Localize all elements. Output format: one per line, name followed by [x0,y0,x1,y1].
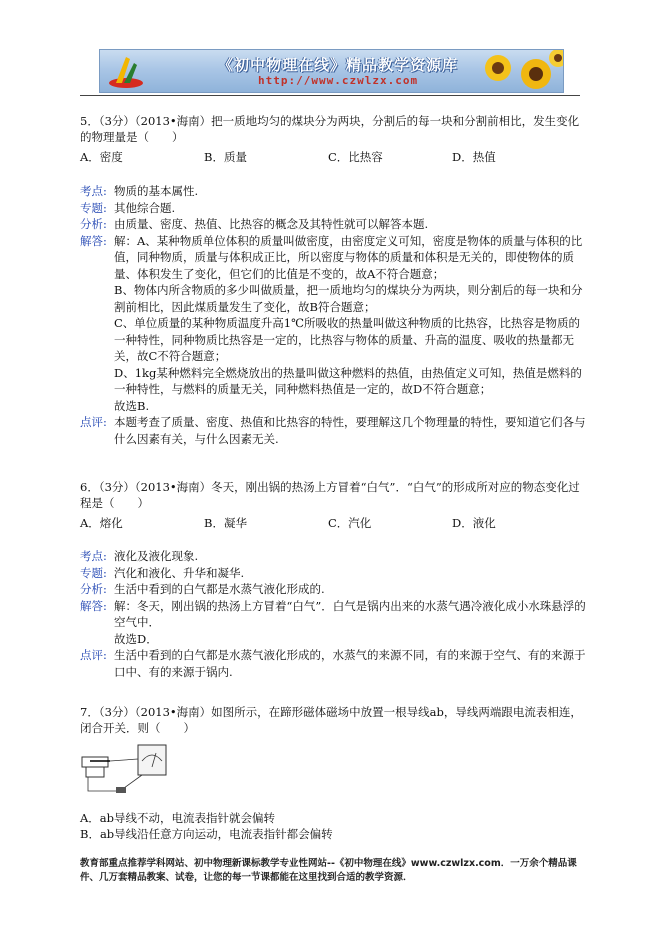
analysis-text: D、1kg某种燃料完全燃烧放出的热量叫做这种燃料的热值，由热值定义可知，热值是燃料的一种特性，与燃料的质量无关，同种燃料热值是一定的，故D不符合题意； [114,365,582,396]
site-logo-icon [106,53,146,89]
analysis-text: C、单位质量的某种物质温度升高1℃所吸收的热量叫做这种物质的比热容，比热容是物质的一种特性，同种物质比热容是一定的，比热容与物体的质量、升高的温度、吸收的热量都无关，故C不符合题意； [114,316,580,363]
analysis-label: 分析: [80,582,107,596]
analysis-row [80,183,590,200]
analysis-text: B、物体内所含物质的多少叫做质量，把一质地均匀的煤块分为两块，则分割后的每一块和分割前相比，因此煤质量发生了变化，故B符合题意； [114,283,583,314]
option-a: A．熔化 [80,516,123,530]
analysis-text: 生活中看到的白气都是水蒸气液化形成的，水蒸气的来源不同，有的来源于空气、有的来源于口中、有的来源于锅内. [114,648,586,679]
analysis-text: 解：A、某种物质单位体积的质量叫做密度，由密度定义可知，密度是物体的质量与体积的比值，同种物质，质量与体积成正比，所以密度与物体的质量和体积是无关的，即使物体的质量、体积发生了变化，但它们的比值是不变的，故A不符合题意； [114,233,583,281]
analysis-text: 本题考查了质量、密度、热值和比热容的特性，要理解这几个物理量的特性，要知道它们各与什么因素有关，与什么因素无关. [114,415,586,446]
option-c: C．比热容 [328,150,383,164]
option-a: A．ab导线不动，电流表指针就会偏转 [80,811,276,825]
answer-options [80,149,585,165]
question-stem: 7．（3分）（2013•海南）如图所示，在蹄形磁体磁场中放置一根导线ab，导线两端跟电流表相连，闭合开关．则（ ） [80,705,582,735]
analysis-label: 专题: [80,565,107,580]
option-b: B．质量 [204,150,247,164]
analysis-row [80,548,590,565]
analysis-label: 点评: [80,415,107,429]
banner-url[interactable]: http://www.czwlzx.com [258,74,419,87]
analysis-text: 故选D． [114,631,158,646]
analysis-text: 其他综合题. [114,200,176,215]
banner-title: 《初中物理在线》精品教学资源库 [218,56,459,74]
magnet-galvanometer-diagram [80,739,170,799]
question-5 [80,113,585,165]
analysis-row [80,414,590,447]
question-5-analysis [80,183,590,447]
analysis-label: 专题: [80,200,107,215]
analysis-row [80,200,590,217]
analysis-row [80,581,590,598]
question-7-options [80,810,585,842]
option-d: D．液化 [452,516,496,530]
analysis-label: 考点: [80,549,107,563]
header-rule [80,95,580,96]
site-banner[interactable] [99,49,564,93]
question-6 [80,479,585,531]
analysis-text: 故选B. [114,398,150,413]
analysis-row [80,233,590,415]
analysis-text: 物质的基本属性. [114,184,199,198]
analysis-label: 解答: [80,233,107,248]
question-stem: 6．（3分）（2013•海南）冬天，刚出锅的热汤上方冒着“白气”．“白气”的形成所对应的物态变化过程是（ ） [80,480,580,510]
analysis-label: 解答: [80,598,107,613]
analysis-row [80,647,590,680]
analysis-row [80,216,590,233]
analysis-row [80,598,590,648]
analysis-text: 由质量、密度、热值、比热容的概念及其特性就可以解答本题. [114,217,429,231]
analysis-text: 汽化和液化、升华和凝华. [114,565,245,580]
analysis-label: 分析: [80,217,107,231]
question-6-analysis [80,548,590,680]
option-b: B．凝华 [204,516,247,530]
option-c: C．汽化 [328,516,372,530]
option-d: D．热值 [452,150,496,164]
analysis-text: 生活中看到的白气都是水蒸气液化形成的. [114,582,325,596]
sunflower-image [468,50,563,92]
analysis-label: 考点: [80,184,107,198]
answer-options [80,515,585,531]
analysis-row [80,565,590,582]
option-a: A．密度 [80,150,123,164]
page-footer: 教育部重点推荐学科网站、初中物理新课标教学专业性网站--《初中物理在线》www.czwlzx.com．一万余个精品课件、几万套精品教案、试卷，让您的每一节课都能在这里找到合适的教学资源． [80,858,577,883]
analysis-label: 点评: [80,648,107,662]
option-b: B．ab导线沿任意方向运动，电流表指针都会偏转 [80,827,333,841]
analysis-text: 液化及液化现象. [114,549,199,563]
question-stem: 5．（3分）（2013•海南）把一质地均匀的煤块分为两块，分割后的每一块和分割前相比，发生变化的物理量是（ ） [80,114,580,144]
question-7 [80,704,585,736]
analysis-text: 解：冬天，刚出锅的热汤上方冒着“白气”．白气是锅内出来的水蒸气遇冷液化成小水珠悬浮的空气中． [114,598,586,629]
